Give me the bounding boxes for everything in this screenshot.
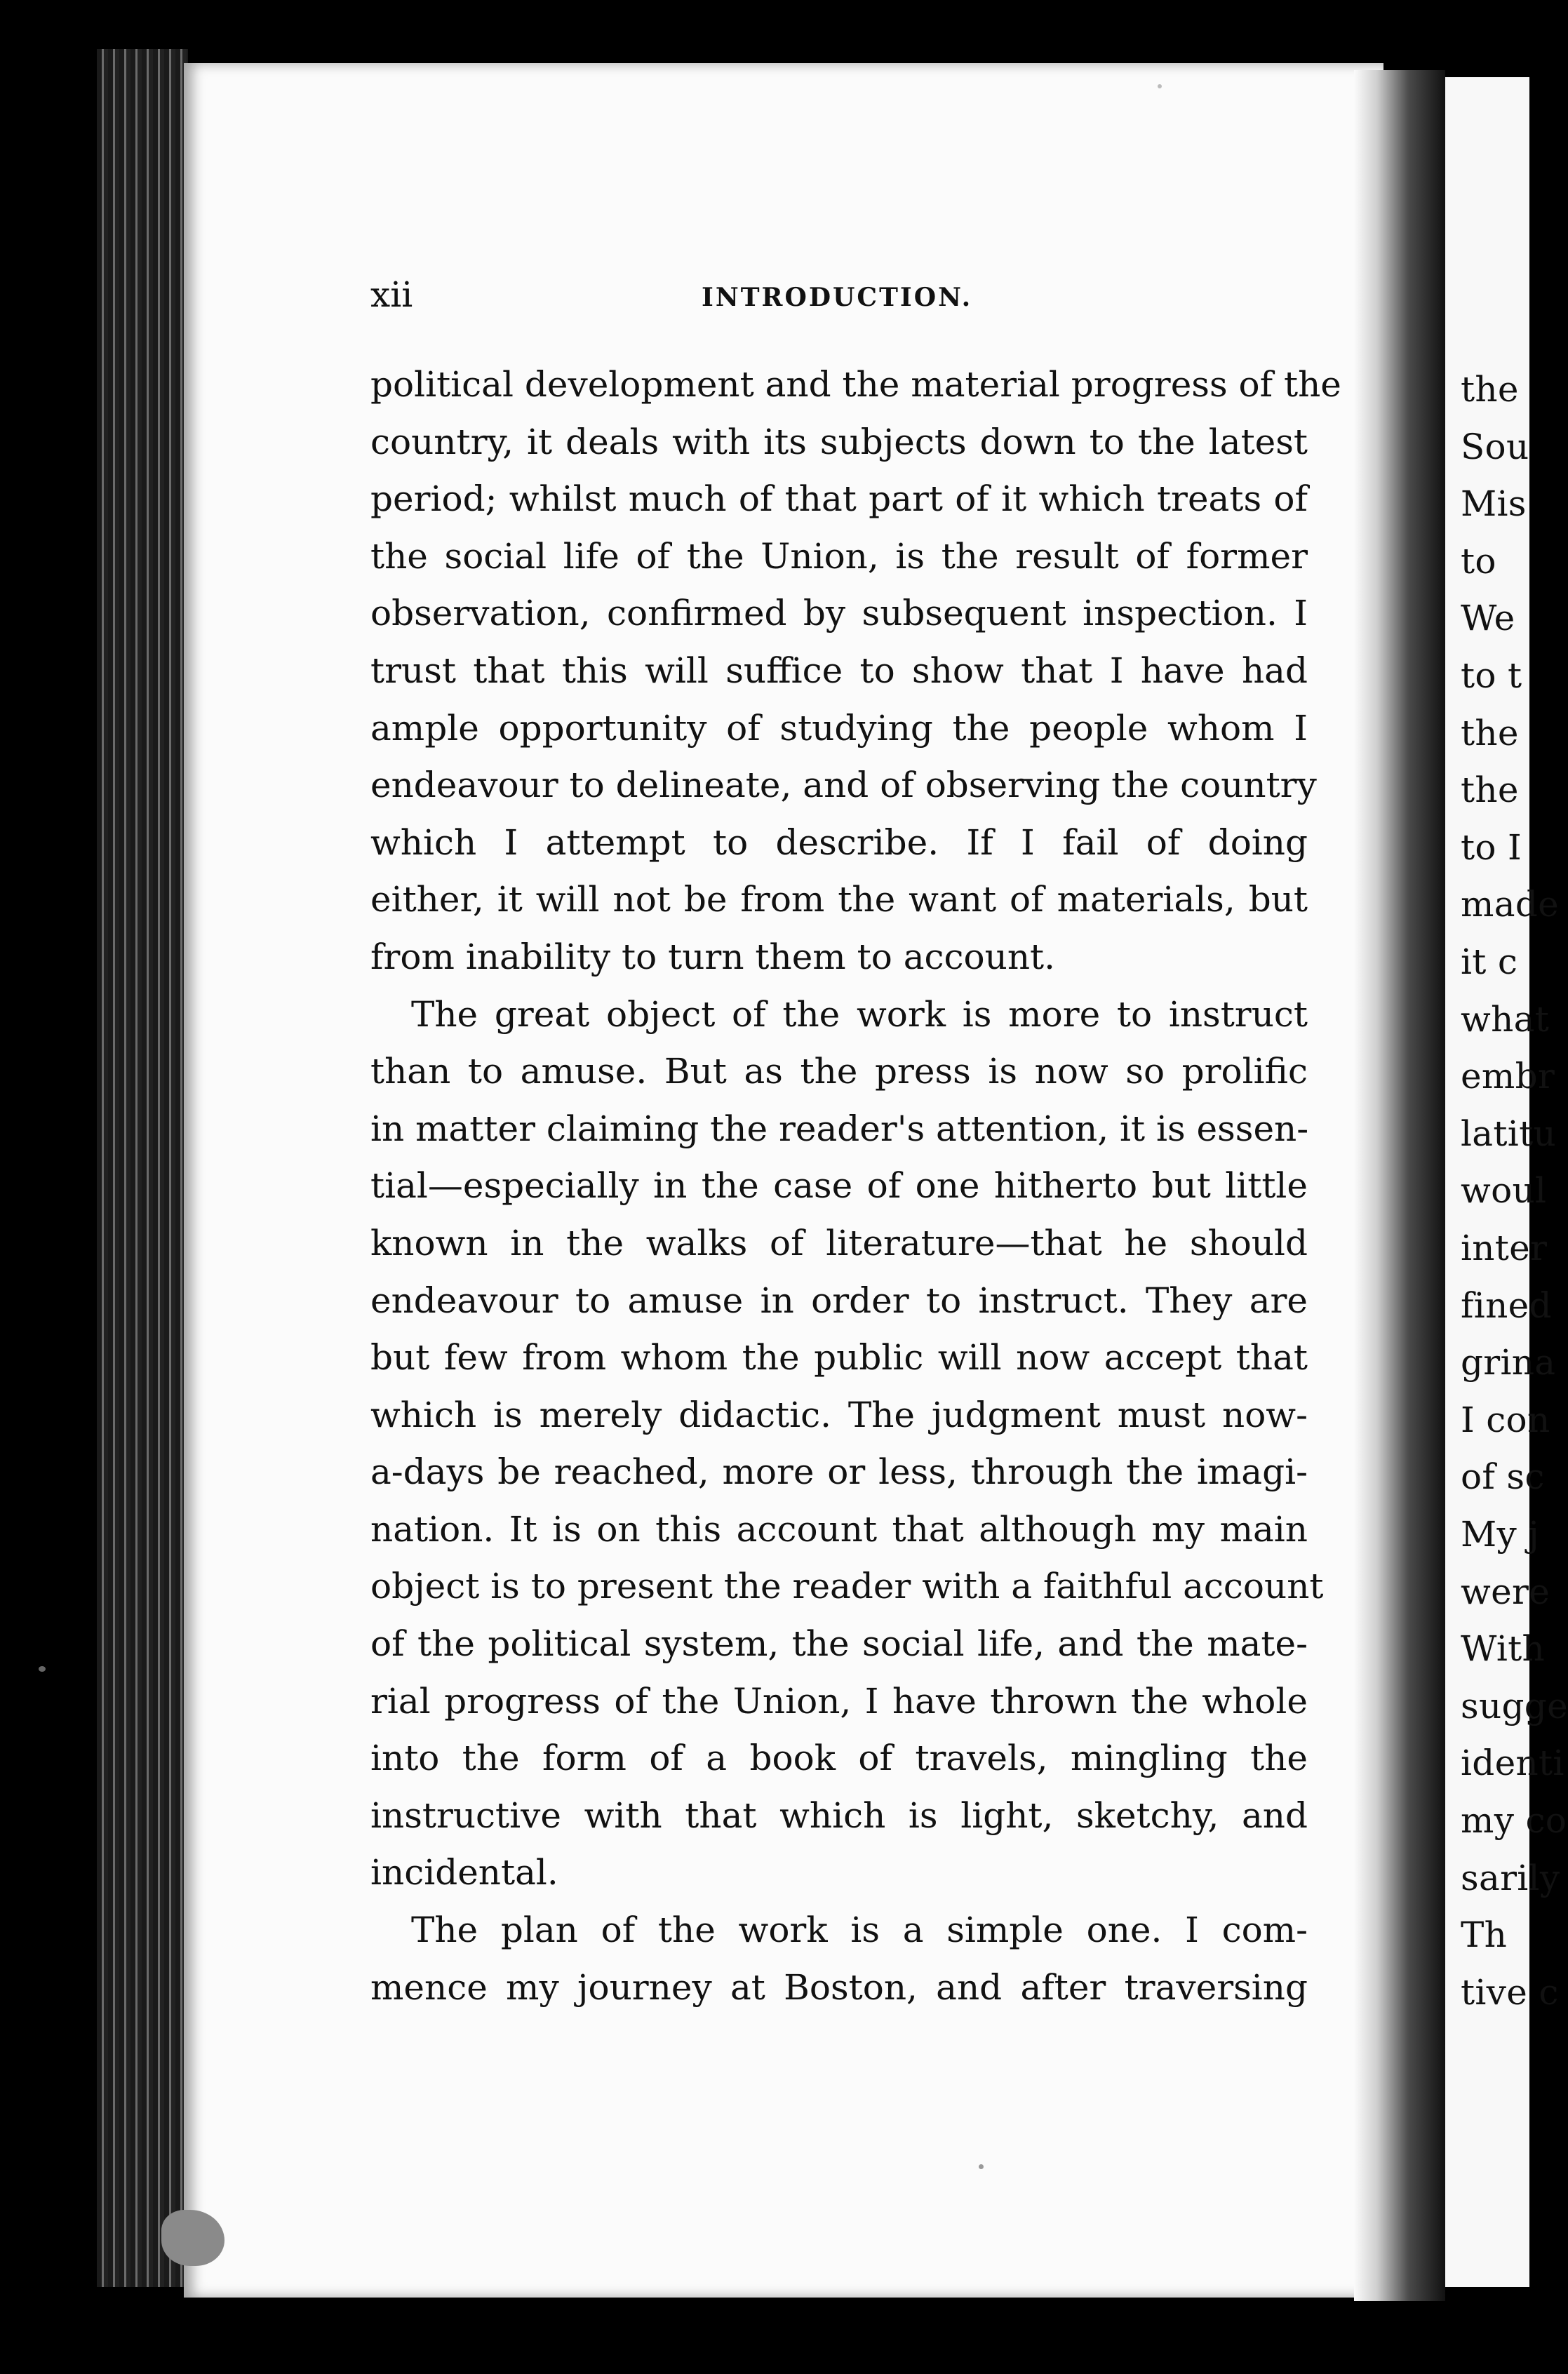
- facing-page-line: sarily: [1461, 1857, 1560, 1898]
- text-line: incidental.: [370, 1852, 558, 1893]
- facing-page-line: latitu: [1461, 1113, 1556, 1154]
- facing-page-line: what: [1461, 998, 1550, 1040]
- page-number: xii: [370, 274, 413, 315]
- scan-speck: [979, 2164, 984, 2169]
- text-line: but few from whom the public will now accept that: [370, 1337, 1308, 1379]
- scan-speck: [39, 1666, 46, 1672]
- facing-page-fragment: [1445, 77, 1568, 2287]
- facing-page-line: the: [1461, 770, 1519, 811]
- book-page-edges: [97, 49, 188, 2287]
- text-line: country, it deals with its subjects down to the latest: [370, 421, 1308, 462]
- facing-page-line: the: [1461, 369, 1519, 410]
- body-text: [370, 356, 1341, 2016]
- text-line: the social life of the Union, is the result of former: [370, 535, 1308, 577]
- text-line: instructive with that which is light, sketchy, and: [370, 1795, 1308, 1836]
- facing-page-line: Sou: [1461, 426, 1529, 467]
- scan-speck: [1158, 84, 1162, 88]
- facing-page-line: I con: [1461, 1399, 1550, 1440]
- facing-page-line: My j: [1461, 1514, 1540, 1555]
- facing-page-line: woul: [1461, 1170, 1547, 1212]
- text-line: political development and the material progress of the: [370, 364, 1341, 405]
- running-title: INTRODUCTION.: [702, 283, 973, 312]
- facing-page-line: were: [1461, 1571, 1550, 1612]
- text-line: The great object of the work is more to instruct: [411, 993, 1308, 1035]
- text-line: ample opportunity of studying the people whom I: [370, 707, 1308, 749]
- text-line: period; whilst much of that part of it which treats of: [370, 478, 1308, 520]
- text-line: either, it will not be from the want of materials, but: [370, 879, 1308, 920]
- text-line: from inability to turn them to account.: [370, 936, 1056, 977]
- text-line: object is to present the reader with a faithful account: [370, 1566, 1324, 1607]
- facing-page-line: sugge: [1461, 1685, 1568, 1726]
- text-line: in matter claiming the reader's attention, it is essen-: [370, 1108, 1309, 1149]
- text-line: nation. It is on this account that although my main: [370, 1508, 1308, 1550]
- text-line: a-days be reached, more or less, through the imagi-: [370, 1451, 1308, 1493]
- facing-page-line: it c: [1461, 941, 1518, 982]
- facing-page-line: to: [1461, 540, 1496, 582]
- facing-page-line: identi: [1461, 1743, 1564, 1784]
- text-line: mence my journey at Boston, and after traversing: [370, 1966, 1308, 2008]
- facing-page-line: fined: [1461, 1285, 1552, 1326]
- facing-page-line: embr: [1461, 1056, 1555, 1097]
- text-line: of the political system, the social life, and the mate-: [370, 1623, 1308, 1665]
- book-gutter-shadow: [1354, 70, 1445, 2301]
- running-head: [370, 275, 1308, 314]
- facing-page-line: of sc: [1461, 1456, 1545, 1498]
- facing-page-line: With: [1461, 1628, 1545, 1670]
- facing-page-line: my co: [1461, 1800, 1567, 1841]
- text-line: tial—especially in the case of one hitherto but little: [370, 1165, 1308, 1207]
- facing-page-line: Th: [1461, 1914, 1508, 1956]
- facing-page-line: inter: [1461, 1228, 1548, 1268]
- text-line: into the form of a book of travels, mingling the: [370, 1738, 1308, 1779]
- facing-page-line: tive c: [1461, 1971, 1559, 2013]
- text-line: known in the walks of literature—that he should: [370, 1222, 1308, 1263]
- facing-page-line: We: [1461, 598, 1515, 639]
- facing-page-line: Mis: [1461, 483, 1527, 525]
- facing-page-line: grina: [1461, 1342, 1556, 1383]
- facing-page-line: to t: [1461, 655, 1522, 696]
- text-line: The plan of the work is a simple one. I com-: [411, 1910, 1308, 1951]
- text-line: endeavour to amuse in order to instruct. They are: [370, 1280, 1308, 1321]
- text-line: which is merely didactic. The judgment must now-: [370, 1394, 1308, 1435]
- facing-page-line: the: [1461, 712, 1519, 753]
- text-line: endeavour to delineate, and of observing the country: [370, 765, 1317, 806]
- facing-page-line: to I: [1461, 826, 1522, 868]
- text-line: trust that this will suffice to show that I have had: [370, 650, 1308, 691]
- text-line: which I attempt to describe. If I fail of doing: [370, 821, 1308, 863]
- text-line: than to amuse. But as the press is now so prolific: [370, 1051, 1308, 1092]
- facing-page-line: made: [1461, 884, 1560, 925]
- text-line: rial progress of the Union, I have thrown the whole: [370, 1680, 1308, 1722]
- text-line: observation, confirmed by subsequent inspection. I: [370, 593, 1308, 634]
